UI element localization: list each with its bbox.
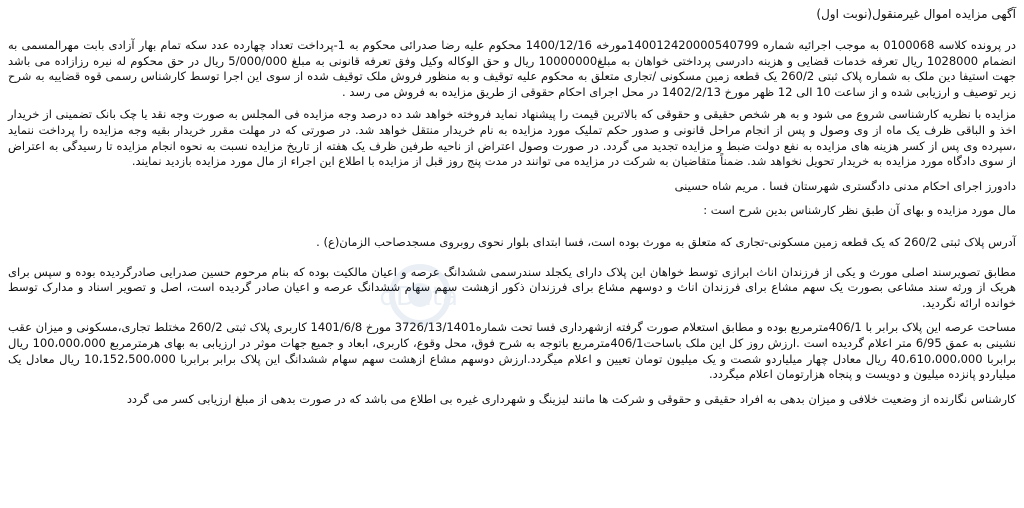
watermark-text: dData bbox=[380, 282, 458, 312]
paragraph-expert-note: کارشناس نگارنده از وضعیت خلافی و میزان بدهی به افراد حقیقی و حقوقی و شرکت ها مانند لیزینگ و شهرداری غیره بی اطلاع می باشد که در صورت بدهی از مبلغ ارزیابی کسر می گردد bbox=[126, 391, 1016, 406]
paragraph-title-deed: مطابق تصویرسند اصلی مورث و یکی از فرزندان اناث ابرازی توسط خواهان این پلاک دارای یکجلد سندرسمی ششدانگ عرصه و اعیان مالکیت بوده که بنام مرحوم حسین صدرایی صادرگردیده بوده و سپس برای هریک از ورثه سند مشاعی بصورت یک سهم مشاع برای فرزندان اناث و دوسهم مشاع برای فرزندان ذکور ازهشت سهم سهام ششدانگ عرصه و اعیان صادر گردیده است، اصل و تصویر اسناد و مدارک توسط خوانده ارائه نگردید. bbox=[8, 264, 1016, 310]
appraisal-intro: مال مورد مزایده و بهای آن طبق نظر کارشناس بدین شرح است : bbox=[703, 203, 1016, 218]
paragraph-area-valuation: مساحت عرصه این پلاک برابر با 406/1مترمربع بوده و مطابق استعلام صورت گرفته ازشهرداری فسا تحت شماره3726/13/1401 مورخ 1401/6/8 کاربری پلاک ثبتی 260/2 مختلط تجاری،مسکونی و میزان عقب نشینی به عمق 6/95 متر اعلام گردیده است .ارزش روز کل این ملک باساحت406/1مترمربع باتوجه به شرح فوق، محل وقوع، کاربری، ابعاد و جمیع جهات موثر در ارزیابی به بهای هرمترمربع 100،000،000 ریال برابربا 40،610،000،000 ریال معادل چهار میلیاردو شصت و یک میلیون تومان تعیین و اعلام میگردد.ارزش دوسهم مشاع ازهشت سهم سهام ششدانگ این پلاک برابر برابربا 10،152،500،000 ریال معادل یک میلیاردو پانزده میلیون و دویست و پنجاه هزارتومان اعلام میگردد. bbox=[8, 320, 1016, 382]
paragraph-case-details: در پرونده کلاسه 0100068 به موجب اجرائیه شماره 140012420000540799مورخه 1400/12/16 محکوم علیه رضا صدرائی محکوم به 1-پرداخت تعداد چهارده عدد سکه تمام بهار آزادی بابت مهرالمسمی به انضمام 1028000 ریال تعرفه خدمات قضایی و هزینه دادرسی پرداختی خواهان به مبلغ10000000 ریال و حق الوکاله وکیل وفق تعرفه قانونی به مبلغ 5/000/000 ریال در حق محکوم له نیره رزازاده می باشد جهت استیفا دین ملک به شماره پلاک ثبتی 260/2 یک قطعه زمین مسکونی /تجاری متعلق به محکوم علیه توقیف و به منظور فروش ملک توقیف شده از سوی این اجرا توسط کارشناس رسمی قوه قضاییه به شرح زیر توصیف و ارزیابی شده و از ساعت 10 الی 12 ظهر مورخ 1402/2/13 در محل اجرای احکام حقوقی از طریق مزایده به فروش می رسد . bbox=[8, 38, 1016, 99]
notice-title: آگهی مزایده اموال غیرمنقول(نوبت اول) bbox=[816, 7, 1016, 21]
signature-line: دادورز اجرای احکام مدنی دادگستری شهرستان فسا . مریم شاه حسینی bbox=[674, 178, 1016, 193]
paragraph-auction-terms: مزایده با نظریه کارشناسی شروع می شود و به هر شخص حقیقی و حقوقی که بالاترین قیمت را پیشنهاد نماید فروخته خواهد شد ده درصد وجه مزایده فی المجلس به صورت وجه نقد یا چک بانک تضمینی از خریدار اخذ و الباقی ظرف یک ماه از وی وصول و پس از انجام مراحل قانونی و صدور حکم تملیک مورد مزایده به نام خریدار منتقل خواهد شد. در صورتی که در مهلت مقرر خریدار بقیه وجه مزایده را پرداخت ننماید ،سپرده وی پس از کسر هزینه های مزایده به نفع دولت ضبط و مزایده تجدید می گردد. در صورت وصول اعتراض از ناحیه طرفین ظرف یک هفته از تاریخ مزایده نسبت به نحوه انجام مزایده تا رسیدگی به اعتراض از سوی دادگاه مورد مزایده به خریدار تحویل نخواهد شد. ضمناً متقاضیان به شرکت در مزایده می توانند در مدت پنج روز قبل از مزایده با اطلاع این اجراء از مال مورد مزایده بازدید نمایند. bbox=[8, 107, 1016, 169]
property-address: آدرس پلاک ثبتی 260/2 که یک قطعه زمین مسکونی-تجاری که متعلق به مورث بوده است، فسا ابتدای بلوار نحوی روبروی مسجدصاحب الزمان(ع) . bbox=[316, 234, 1016, 249]
